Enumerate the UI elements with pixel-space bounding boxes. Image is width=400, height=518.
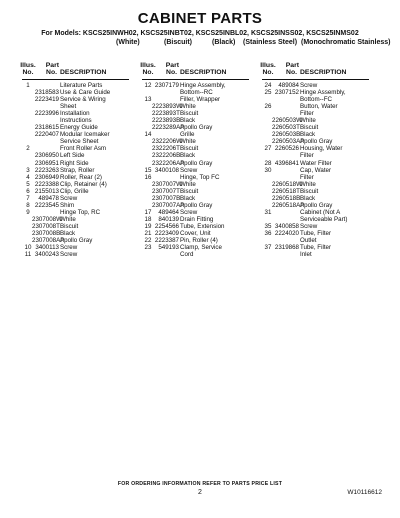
part-description: Outlet [300, 237, 317, 245]
illus-number: 1 [26, 82, 30, 89]
part-description: Biscuit [300, 124, 319, 132]
part-description: Black [180, 117, 196, 125]
table-row [262, 110, 369, 117]
part-description: Tube, Filter [300, 244, 332, 252]
part-number: 2223409 [154, 229, 179, 237]
illus-number: 17 [144, 208, 152, 216]
part-number: 2307007W [152, 180, 182, 188]
illus-number: 12 [144, 82, 152, 89]
part-number: 489464 [158, 208, 179, 216]
part-description: Hinge Assembly, [180, 82, 226, 89]
table-row [22, 195, 129, 202]
part-number: 2306950 [34, 152, 59, 160]
table-row [142, 89, 249, 96]
part-number: 2223387 [154, 237, 179, 245]
part-description: Screw [60, 194, 78, 202]
part-number: 2307008B [32, 229, 61, 237]
illus-number: 14 [144, 131, 152, 139]
illus-number: 35 [264, 222, 272, 230]
part-number: 2307007AP [152, 201, 185, 209]
part-description: Front Roller Asm [60, 145, 107, 153]
part-number: 3400108 [154, 166, 179, 174]
table-row [142, 82, 249, 89]
part-description: Clamp, Service [180, 244, 222, 252]
table-row [22, 209, 129, 216]
table-row [22, 223, 129, 230]
color-white: (White) [116, 39, 140, 46]
illus-number: 22 [144, 237, 152, 245]
part-description: Water Filter [300, 159, 332, 167]
table-row [142, 209, 249, 216]
part-header-no: No. [286, 69, 297, 77]
table-row [142, 216, 249, 223]
column-header [22, 62, 129, 78]
description-header: DESCRIPTION [180, 69, 227, 77]
table-row [22, 188, 129, 195]
part-number: 2306951 [34, 159, 59, 167]
part-description: Clip, Retainer (4) [60, 180, 107, 188]
part-number: 2307179 [154, 82, 179, 89]
illus-number: 31 [264, 208, 272, 216]
table-row [142, 244, 249, 251]
table-row [22, 160, 129, 167]
table-row [262, 174, 369, 181]
illus-number: 10 [24, 244, 32, 252]
part-number: 840139 [158, 215, 179, 223]
part-description: White [180, 103, 196, 111]
part-number: 2307007T [152, 187, 180, 195]
part-description: Hinge Assembly, [300, 89, 346, 97]
part-number: 2223893W [152, 103, 182, 111]
illus-number: 19 [144, 222, 152, 230]
table-row [22, 103, 129, 110]
table-row [22, 89, 129, 96]
part-number: 2260503W [272, 117, 302, 125]
part-description: Roller, Rear (2) [60, 173, 102, 181]
table-row [262, 223, 369, 230]
part-description: White [300, 117, 316, 125]
part-header-no: No. [166, 69, 177, 77]
part-number: 2260503AP [272, 138, 305, 146]
part-number: 2220407 [34, 131, 59, 139]
part-description: Biscuit [180, 187, 199, 195]
illus-number: 23 [144, 244, 152, 252]
illus-number: 27 [264, 145, 272, 153]
table-row [262, 117, 369, 124]
part-number: 2260526 [274, 145, 299, 153]
part-description: Black [180, 194, 196, 202]
part-number: 2322206W [152, 138, 182, 146]
part-description: Service & Wiring [60, 96, 106, 104]
part-description: Housing, Water [300, 145, 343, 153]
table-row [22, 138, 129, 145]
illus-number: 18 [144, 215, 152, 223]
part-description: Apollo Gray [180, 124, 213, 132]
part-number: 549193 [158, 244, 179, 252]
part-description: Apollo Gray [180, 201, 213, 209]
part-description: Hinge Top, RC [60, 208, 101, 216]
parts-column-2 [142, 62, 249, 258]
part-description: Cover, Unit [180, 229, 211, 237]
part-description: Apollo Gray [300, 201, 333, 209]
table-row [142, 181, 249, 188]
part-number: 2223388 [34, 180, 59, 188]
part-number: 2155013 [34, 187, 59, 195]
part-description: Drain Fitting [180, 215, 214, 223]
table-row [22, 152, 129, 159]
part-description: Apollo Gray [180, 159, 213, 167]
table-row [22, 216, 129, 223]
table-row [262, 160, 369, 167]
table-row [22, 131, 129, 138]
part-description: White [300, 180, 316, 188]
part-number: 2223545 [34, 201, 59, 209]
illus-number: 36 [264, 229, 272, 237]
part-number: 2307007B [152, 194, 181, 202]
table-row [22, 251, 129, 258]
part-number: 2223419 [34, 96, 59, 104]
table-row [22, 96, 129, 103]
table-row [262, 181, 369, 188]
table-row [262, 167, 369, 174]
header-rule [142, 79, 249, 80]
part-description: Screw [300, 82, 318, 89]
part-description: Energy Guide [60, 124, 98, 132]
table-row [142, 237, 249, 244]
color-stainless: (Stainless Steel) [243, 39, 298, 46]
part-description: Biscuit [60, 222, 79, 230]
part-description: Biscuit [180, 145, 199, 153]
table-row [262, 237, 369, 244]
parts-rows [142, 82, 249, 258]
page-number: 2 [198, 489, 202, 496]
illus-number: 5 [26, 180, 30, 188]
illus-number: 28 [264, 159, 272, 167]
table-row [262, 202, 369, 209]
color-monochromatic: (Monochromatic Stainless) [301, 39, 391, 46]
table-row [142, 110, 249, 117]
illus-number: 13 [144, 96, 152, 104]
parts-column-3 [262, 62, 369, 258]
illus-number: 26 [264, 103, 272, 111]
table-row [262, 89, 369, 96]
color-black: (Black) [212, 39, 236, 46]
column-header [142, 62, 249, 78]
part-description: Pin, Roller (4) [180, 237, 218, 245]
header-rule [22, 79, 129, 80]
part-description: Serviceable Part) [300, 215, 348, 223]
table-row [262, 251, 369, 258]
illus-header-no: No. [142, 69, 154, 77]
table-row [262, 195, 369, 202]
table-row [22, 117, 129, 124]
parts-column-1 [22, 62, 129, 258]
table-row [142, 96, 249, 103]
table-row [142, 117, 249, 124]
part-description: Service Sheet [60, 138, 99, 146]
part-description: Strap, Roller [60, 166, 95, 174]
table-row [142, 251, 249, 258]
table-row [142, 188, 249, 195]
part-number: 2223893T [152, 110, 180, 118]
parts-rows [22, 82, 129, 258]
illus-number: 24 [264, 82, 272, 89]
part-description: Bottom--RC [180, 89, 213, 97]
part-description: Screw [180, 166, 198, 174]
table-row [142, 174, 249, 181]
table-row [22, 174, 129, 181]
part-description: Tube, Extension [180, 222, 225, 230]
parts-rows [262, 82, 369, 258]
part-number: 2307008W [32, 215, 62, 223]
illus-number: 16 [144, 173, 152, 181]
table-row [142, 124, 249, 131]
part-description: Cabinet (Not A [300, 208, 341, 216]
model-list: For Models: KSCS25INWH02, KSCS25INBT02, KSCS25INBL02, KSCS25INSS02, KSCS25INMS02 [41, 30, 359, 37]
part-number: 3400243 [34, 251, 59, 259]
part-number: 2260518W [272, 180, 302, 188]
part-description: Button, Water [300, 103, 338, 111]
part-description: Screw [180, 208, 198, 216]
part-number: 2224020 [274, 229, 299, 237]
illus-header-no: No. [262, 69, 274, 77]
table-row [262, 145, 369, 152]
part-number: 2223996 [34, 110, 59, 118]
table-row [262, 131, 369, 138]
part-description: Filter [300, 173, 314, 181]
description-header: DESCRIPTION [60, 69, 107, 77]
part-number: 2307008AP [32, 237, 65, 245]
table-row [262, 96, 369, 103]
part-number: 489478 [38, 194, 59, 202]
part-description: Filler, Wrapper [180, 96, 221, 104]
part-description: Cord [180, 251, 194, 259]
table-row [262, 103, 369, 110]
part-description: Use & Care Guide [60, 89, 111, 97]
illus-number: 11 [24, 251, 32, 259]
color-biscuit: (Biscuit) [164, 39, 192, 46]
table-row [22, 124, 129, 131]
table-row [142, 160, 249, 167]
table-row [22, 181, 129, 188]
illus-number: 4 [26, 173, 30, 181]
part-number: 2307008T [32, 222, 60, 230]
part-number: 2318583 [34, 89, 59, 97]
part-description: Sheet [60, 103, 77, 111]
part-description: Hinge, Top FC [180, 173, 220, 181]
part-number: 2306949 [34, 173, 59, 181]
illus-number: 6 [26, 187, 30, 195]
part-description: Instructions [60, 117, 92, 125]
table-row [142, 152, 249, 159]
part-description: Screw [60, 251, 78, 259]
column-header [262, 62, 369, 78]
part-description: Grille [180, 131, 195, 139]
part-number: 489084 [278, 82, 299, 89]
part-number: 2307152 [274, 89, 299, 97]
part-description: Screw [300, 222, 318, 230]
part-description: Literature Parts [60, 82, 103, 89]
table-row [262, 188, 369, 195]
table-row [262, 209, 369, 216]
table-row [142, 195, 249, 202]
part-description: Biscuit [300, 187, 319, 195]
table-row [142, 223, 249, 230]
illus-number: 21 [144, 229, 152, 237]
part-header-no: No. [46, 69, 57, 77]
illus-header: Illus. [260, 62, 276, 69]
table-row [142, 131, 249, 138]
table-row [142, 103, 249, 110]
part-description: Bottom--FC [300, 96, 332, 104]
part-description: Black [300, 131, 316, 139]
part-description: White [180, 138, 196, 146]
part-description: Right Side [60, 159, 89, 167]
part-description: Clip, Grille [60, 187, 89, 195]
illus-number: 25 [264, 89, 272, 97]
part-number: 2260518AP [272, 201, 305, 209]
illus-number: 9 [26, 208, 30, 216]
part-description: White [180, 180, 196, 188]
page-title: CABINET PARTS [137, 10, 263, 27]
part-description: Left Side [60, 152, 85, 160]
part-description: Apollo Gray [60, 237, 93, 245]
document-id: W10116612 [347, 489, 382, 496]
description-header: DESCRIPTION [300, 69, 347, 77]
illus-number: 37 [264, 244, 272, 252]
part-number: 3400858 [274, 222, 299, 230]
part-description: Installation [60, 110, 90, 118]
illus-header: Illus. [20, 62, 36, 69]
part-number: 2260518B [272, 194, 301, 202]
table-row [262, 82, 369, 89]
part-number: 2322206AP [152, 159, 185, 167]
part-description: Black [300, 194, 316, 202]
part-number: 2223263 [34, 166, 59, 174]
part-number: 2322206B [152, 152, 181, 160]
part-description: Modular Icemaker [60, 131, 110, 139]
table-row [262, 244, 369, 251]
table-row [22, 167, 129, 174]
part-number: 2260503T [272, 124, 300, 132]
table-row [22, 145, 129, 152]
part-description: Screw [60, 244, 78, 252]
table-row [22, 244, 129, 251]
part-number: 2322206T [152, 145, 180, 153]
part-number: 2260518T [272, 187, 300, 195]
illus-number: 2 [26, 145, 30, 153]
table-row [262, 216, 369, 223]
part-description: Cap, Water [300, 166, 332, 174]
table-row [142, 167, 249, 174]
part-header: Part [45, 62, 59, 69]
table-row [262, 124, 369, 131]
part-number: 2223893B [152, 117, 181, 125]
part-header: Part [165, 62, 179, 69]
part-description: Shim [60, 201, 75, 209]
illus-header: Illus. [140, 62, 156, 69]
part-number: 3400113 [35, 244, 59, 252]
table-row [262, 152, 369, 159]
part-number: 2318615 [34, 124, 59, 132]
part-description: Tube, Filter [300, 229, 332, 237]
illus-number: 30 [264, 166, 272, 174]
part-number: 2319868 [274, 244, 299, 252]
part-description: White [60, 215, 76, 223]
illus-number: 8 [26, 201, 30, 209]
part-description: Apollo Gray [300, 138, 333, 146]
table-row [142, 138, 249, 145]
part-number: 2223289AP [152, 124, 185, 132]
part-description: Biscuit [180, 110, 199, 118]
illus-number: 3 [26, 166, 30, 174]
illus-header-no: No. [22, 69, 34, 77]
table-row [262, 138, 369, 145]
table-row [142, 145, 249, 152]
table-row [142, 202, 249, 209]
table-row [22, 110, 129, 117]
header-rule [262, 79, 369, 80]
part-number: 2260503B [272, 131, 301, 139]
ordering-note: FOR ORDERING INFORMATION REFER TO PARTS PRICE LIST [117, 481, 283, 487]
part-description: Filter [300, 110, 314, 118]
part-description: Black [60, 229, 76, 237]
table-row [22, 82, 129, 89]
table-row [262, 230, 369, 237]
part-description: Filter [300, 152, 314, 160]
part-number: 2254566 [154, 222, 179, 230]
illus-number: 7 [26, 194, 30, 202]
part-description: Inlet [300, 251, 312, 259]
table-row [22, 237, 129, 244]
table-row [142, 230, 249, 237]
part-number: 4396841 [274, 159, 299, 167]
table-row [22, 202, 129, 209]
table-row [22, 230, 129, 237]
illus-number: 15 [144, 166, 152, 174]
part-header: Part [285, 62, 299, 69]
part-description: Black [180, 152, 196, 160]
